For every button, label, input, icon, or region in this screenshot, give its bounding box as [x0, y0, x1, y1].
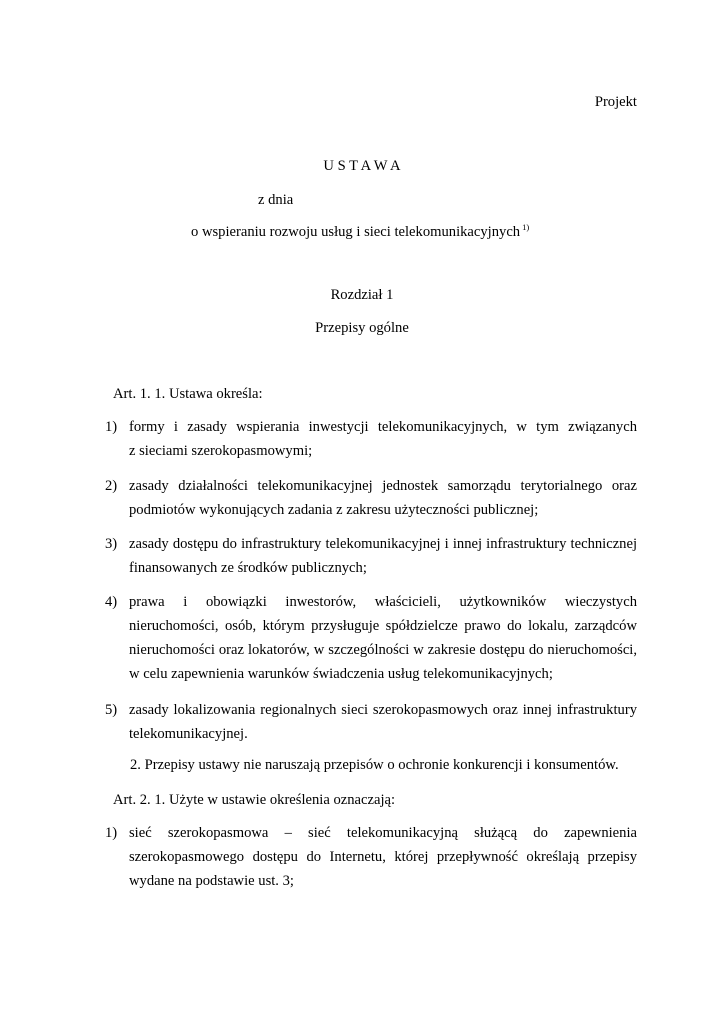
item-text [129, 590, 637, 686]
item-number: 2) [105, 478, 118, 494]
item-number: 4) [105, 594, 118, 610]
article-2-item-1 [105, 821, 637, 893]
article-1-item-1 [105, 415, 637, 463]
item-text [129, 532, 637, 580]
item-text [129, 474, 637, 522]
item-line: w celu zapewnienia warunków świadczenia usług telekomunikacyjnych; [129, 666, 553, 682]
article-1-item-2 [105, 474, 637, 522]
item-line: nieruchomości, osób, którym przysługuje spółdzielcze prawo do lokalu, zarządców [129, 618, 637, 634]
item-number: 3) [105, 536, 118, 552]
item-line: sieć szerokopasmowa – sieć telekomunikacyjną służącą do zapewnienia [129, 825, 637, 841]
item-line: zasady dostępu do infrastruktury telekomunikacyjnej i innej infrastruktury technicznej [129, 536, 637, 552]
item-line: prawa i obowiązki inwestorów, właścicieli, użytkowników wieczystych [129, 594, 637, 610]
article-1-item-3 [105, 532, 637, 580]
item-line: z sieciami szerokopasmowymi; [129, 443, 313, 459]
date-line: z dnia [258, 192, 294, 208]
item-line: telekomunikacyjnej. [129, 726, 248, 742]
subtitle-text: o wspieraniu rozwoju usług i sieci telekomunikacyjnych [191, 224, 521, 240]
article-1-heading: Art. 1. 1. Ustawa określa: [113, 386, 263, 402]
article-1-item-5 [105, 698, 637, 746]
item-line: formy i zasady wspierania inwestycji telekomunikacyjnych, w tym związanych [129, 419, 637, 435]
item-line: wydane na podstawie ust. 3; [129, 873, 294, 889]
chapter-number: Rozdział 1 [330, 287, 394, 303]
chapter-name: Przepisy ogólne [315, 320, 409, 336]
item-line: szerokopasmowego dostępu do Internetu, której przepływność określają przepisy [129, 849, 637, 865]
item-line: zasady lokalizowania regionalnych sieci szerokopasmowych oraz innej infrastruktury [129, 702, 637, 718]
item-text [129, 821, 637, 893]
document-label: Projekt [594, 94, 637, 110]
item-number: 1) [105, 419, 118, 435]
article-2-heading: Art. 2. 1. Użyte w ustawie określenia oznaczają: [113, 792, 396, 808]
item-text [129, 698, 637, 746]
article-1-item-4 [105, 590, 637, 686]
item-line: finansowanych ze środków publicznych; [129, 560, 367, 576]
article-1-paragraph-2: 2. Przepisy ustawy nie naruszają przepisów o ochronie konkurencji i konsumentów. [130, 757, 619, 773]
document-title [0, 158, 724, 175]
title-text: U S T A W A [323, 158, 401, 174]
footnote-marker: 1) [522, 222, 530, 232]
item-number: 5) [105, 702, 118, 718]
item-number: 1) [105, 825, 118, 841]
document-subtitle [191, 222, 529, 241]
item-line: nieruchomości oraz lokatorów, w szczególności w zakresie dostępu do nieruchomości, [129, 642, 637, 658]
item-text [129, 415, 637, 463]
item-line: zasady działalności telekomunikacyjnej jednostek samorządu terytorialnego oraz [129, 478, 637, 494]
item-line: podmiotów wykonujących zadania z zakresu użyteczności publicznej; [129, 502, 539, 518]
